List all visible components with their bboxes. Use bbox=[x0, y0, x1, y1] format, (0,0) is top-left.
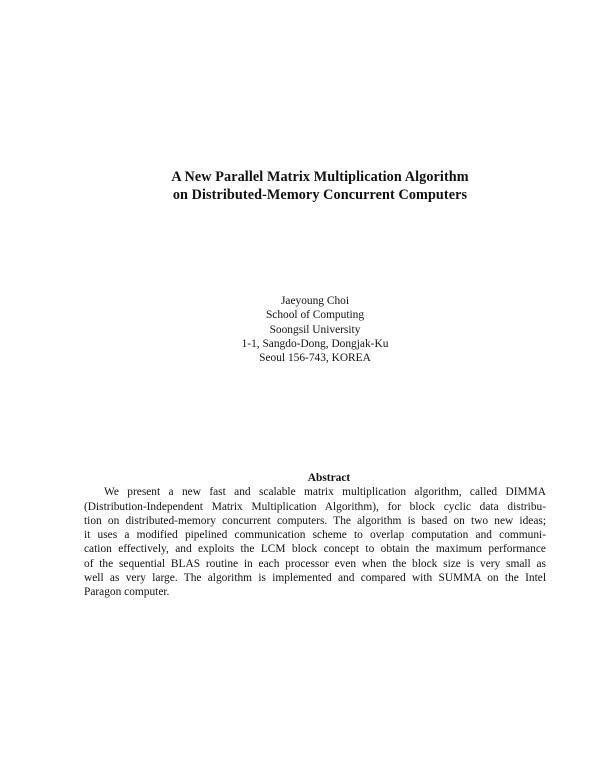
abstract-line: (Distribution-Independent Matrix Multiplication Algorithm), for block cyclic data distribu- bbox=[84, 500, 546, 513]
author-block bbox=[0, 294, 600, 365]
paper-title bbox=[0, 168, 600, 204]
abstract-line: of the sequential BLAS routine in each processor even when the block size is very small as bbox=[84, 557, 546, 570]
abstract-line: it uses a modified pipelined communication scheme to overlap computation and communi- bbox=[84, 529, 546, 542]
author-affiliation-university: Soongsil University bbox=[269, 323, 361, 336]
abstract-line: Paragon computer. bbox=[84, 586, 170, 599]
title-line-1: A New Parallel Matrix Multiplication Algorithm bbox=[171, 169, 469, 185]
title-line-2: on Distributed-Memory Concurrent Computers bbox=[172, 187, 468, 203]
abstract-line: tion on distributed-memory concurrent computers. The algorithm is based on two new ideas; bbox=[84, 514, 546, 527]
abstract-line: cation effectively, and exploits the LCM block concept to obtain the maximum performance bbox=[84, 543, 546, 556]
abstract-line: We present a new fast and scalable matrix multiplication algorithm, called DIMMA bbox=[104, 486, 546, 499]
author-address-street: 1-1, Sangdo-Dong, Dongjak-Ku bbox=[241, 337, 389, 350]
author-name: Jaeyoung Choi bbox=[280, 295, 350, 307]
author-affiliation-school: School of Computing bbox=[265, 309, 365, 322]
abstract-section bbox=[84, 471, 546, 600]
abstract-heading: Abstract bbox=[307, 472, 351, 484]
author-address-city: Seoul 156-743, KOREA bbox=[259, 352, 371, 365]
abstract-line: well as very large. The algorithm is implemented and compared with SUMMA on the Intel bbox=[84, 572, 546, 585]
